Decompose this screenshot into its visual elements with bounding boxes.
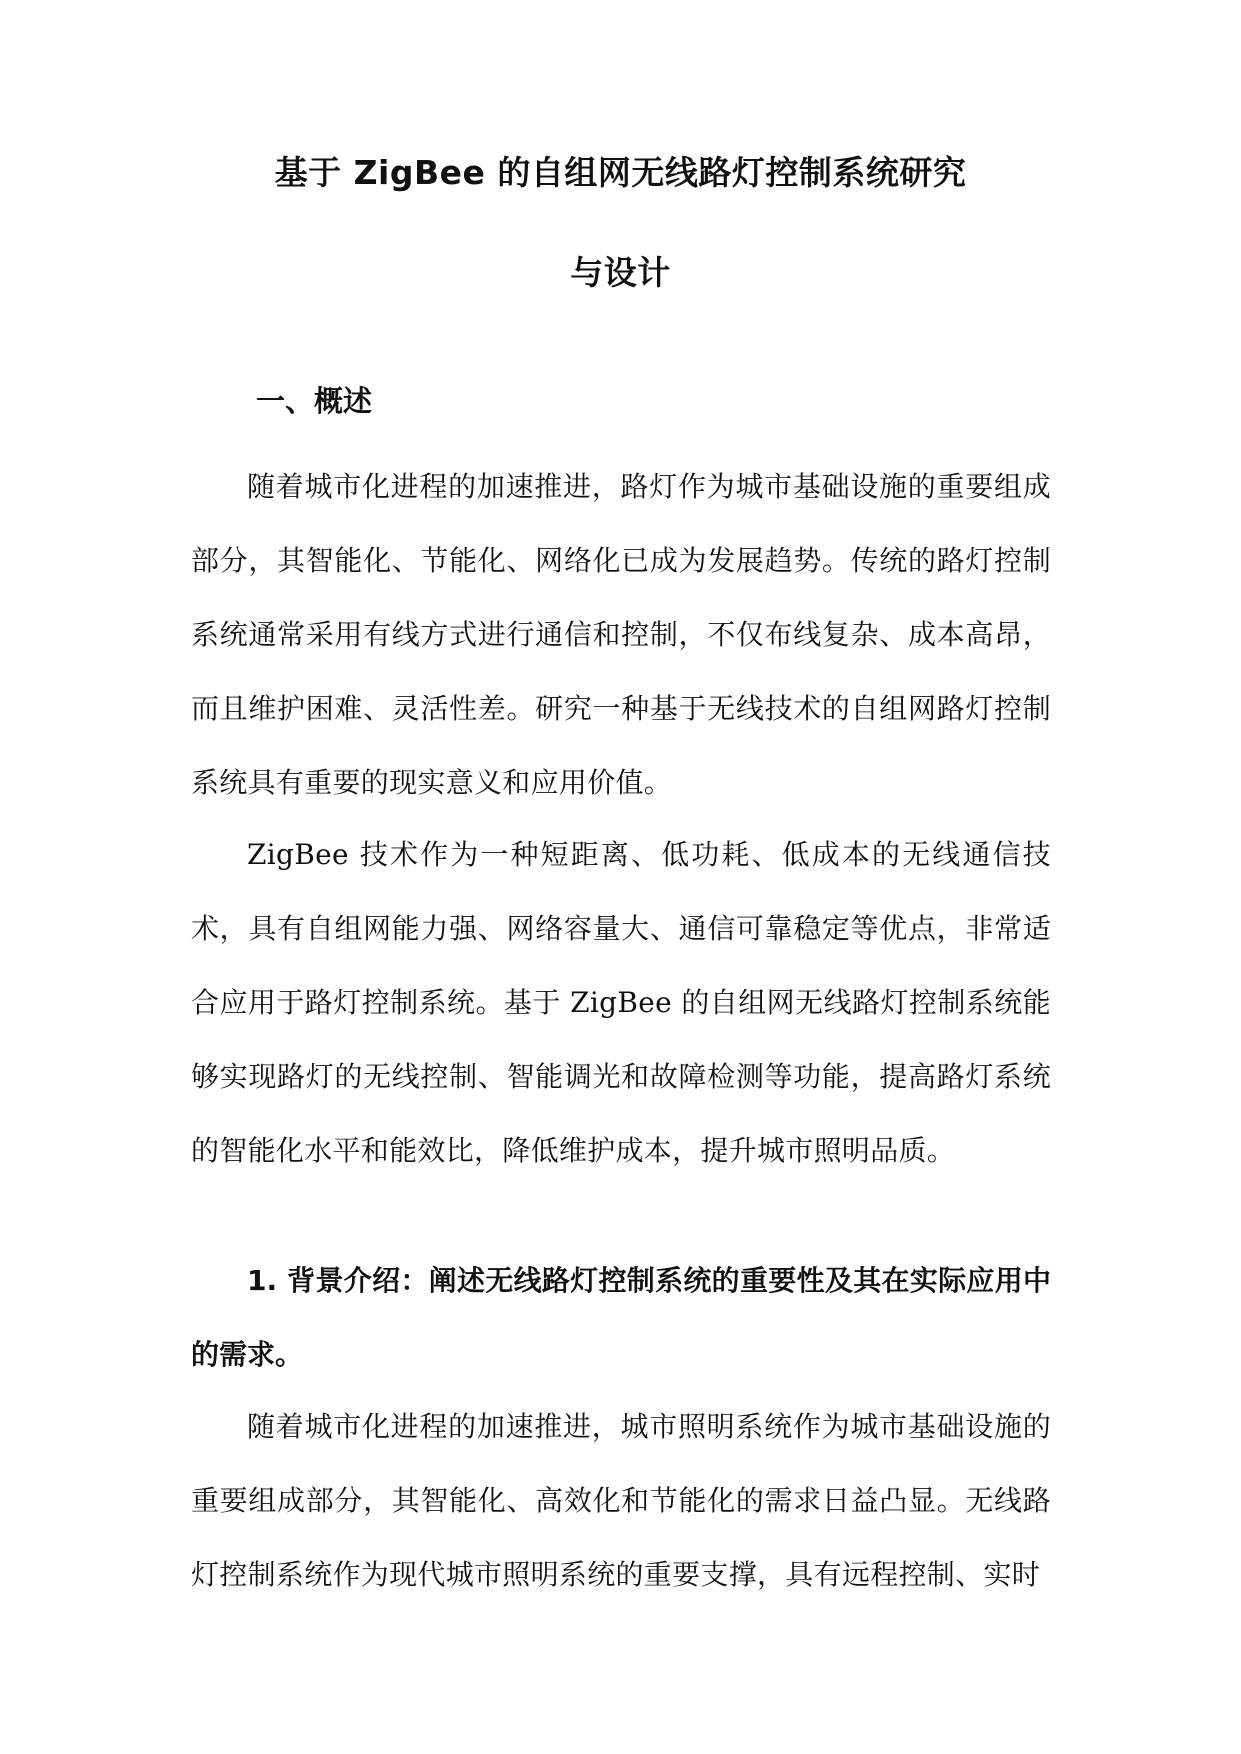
document-title-line2: 与设计 [570, 253, 671, 292]
paragraph-zigbee: ZigBee 技术作为一种短距离、低功耗、低成本的无线通信技术，具有自组网能力强、网络容量大、通信可靠稳定等优点，非常适合应用于路灯控制系统。基于 ZigBee 的自组网无线路灯控制系统能够实现路灯的无线控制、智能调光和故障检测等功能，提高路灯系统的智能化水平和能效比，降低维护成本，提升城市照明品质。 [191, 838, 1051, 1167]
section-heading-overview: 一、概述 [256, 384, 373, 418]
paragraph-background: 随着城市化进程的加速推进，城市照明系统作为城市基础设施的重要组成部分，其智能化、高效化和节能化的需求日益凸显。无线路灯控制系统作为现代城市照明系统的重要支撑，具有远程控制、实时 [191, 1410, 1051, 1591]
paragraph-intro: 随着城市化进程的加速推进，路灯作为城市基础设施的重要组成部分，其智能化、节能化、网络化已成为发展趋势。传统的路灯控制系统通常采用有线方式进行通信和控制，不仅布线复杂、成本高昂，而且维护困难、灵活性差。研究一种基于无线技术的自组网路灯控制系统具有重要的现实意义和应用价值。 [191, 470, 1051, 799]
subheading-background: 1. 背景介绍：阐述无线路灯控制系统的重要性及其在实际应用中的需求。 [191, 1264, 1051, 1371]
document-title-line1: 基于 ZigBee 的自组网无线路灯控制系统研究 [274, 153, 967, 192]
